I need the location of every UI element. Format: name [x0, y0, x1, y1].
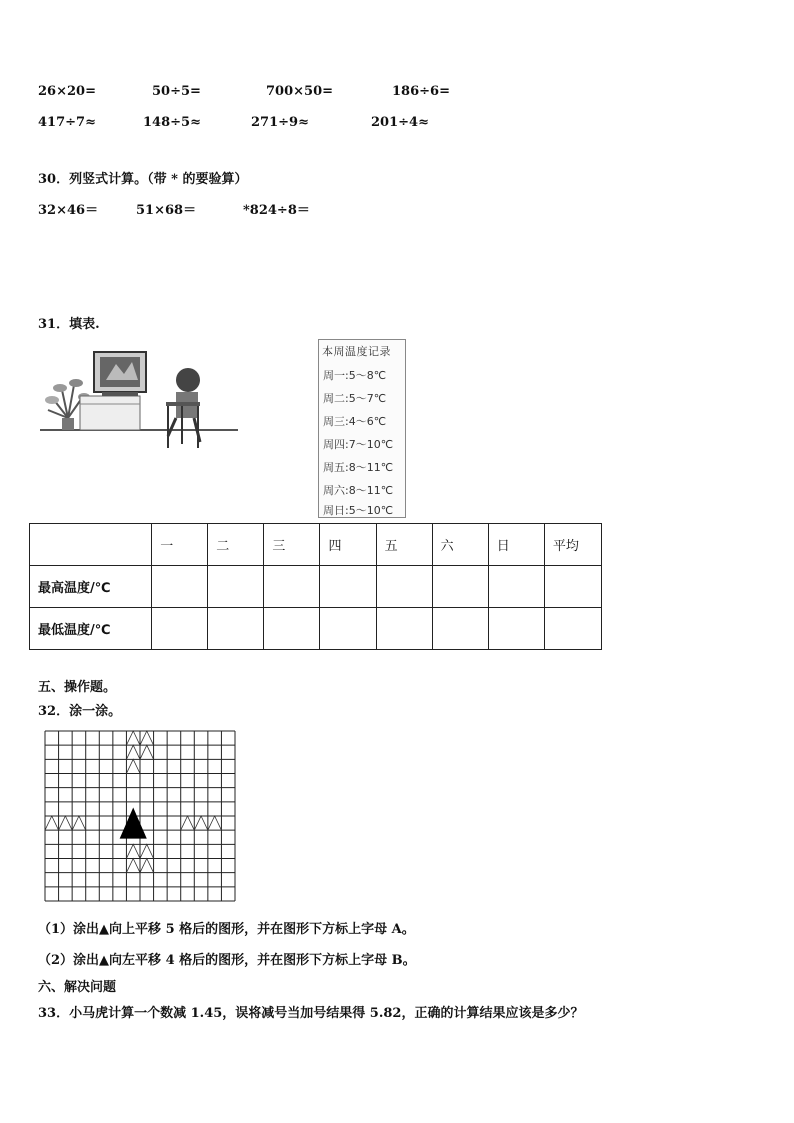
chevron-mark — [140, 844, 154, 858]
header-cell: 平均 — [544, 524, 601, 566]
calc-2-4: 201÷4≈ — [371, 115, 429, 130]
answer-cell[interactable] — [264, 608, 320, 650]
calc-1-2: 50÷5= — [152, 84, 201, 99]
header-cell: 五 — [376, 524, 432, 566]
row-label: 最高温度/℃ — [30, 566, 152, 608]
record-row: 周六:8～11℃ — [323, 484, 394, 497]
calc-1-4: 186÷6= — [392, 84, 450, 99]
tv-icon — [94, 352, 146, 396]
header-cell: 一 — [152, 524, 208, 566]
temperature-record-card — [318, 339, 406, 518]
q32-title: 32．涂一涂。 — [38, 704, 122, 719]
record-row: 周日:5～10℃ — [323, 504, 394, 517]
chevron-mark — [194, 816, 208, 830]
chevron-mark — [126, 731, 140, 745]
chevron-mark — [140, 731, 154, 745]
table-header-row — [30, 524, 602, 566]
q31-title: 31．填表. — [38, 317, 100, 332]
record-row: 周五:8～11℃ — [323, 461, 394, 474]
temperature-table — [29, 523, 602, 650]
header-cell: 三 — [264, 524, 320, 566]
q33-text: 33．小马虎计算一个数减 1.45，误将减号当加号结果得 5.82，正确的计算结果应该是多少？ — [38, 1006, 584, 1021]
table-row — [30, 566, 602, 608]
answer-cell[interactable] — [264, 566, 320, 608]
q30-item-1: 32×46＝ — [38, 203, 99, 218]
section-6-heading: 六、解决问题 — [38, 980, 117, 995]
chevron-mark — [126, 859, 140, 873]
header-cell: 四 — [320, 524, 376, 566]
chevron-mark — [208, 816, 222, 830]
answer-cell[interactable] — [152, 566, 208, 608]
record-row: 周三:4～6℃ — [323, 415, 387, 428]
card-title: 本周温度记录 — [322, 345, 391, 358]
chevron-mark — [181, 816, 195, 830]
table-row — [30, 608, 602, 650]
answer-cell[interactable] — [544, 566, 601, 608]
answer-cell[interactable] — [544, 608, 601, 650]
answer-cell[interactable] — [488, 566, 544, 608]
black-triangle-icon — [120, 808, 147, 839]
chevron-mark — [140, 745, 154, 759]
row-label: 最低温度/℃ — [30, 608, 152, 650]
translation-grid[interactable] — [44, 730, 236, 902]
q30-title: 30．列竖式计算。（带 * 的要验算） — [38, 172, 248, 187]
q32-instruction-1: （1）涂出▲向上平移 5 格后的图形，并在图形下方标上字母 A。 — [38, 922, 415, 937]
calc-1-1: 26×20= — [38, 84, 96, 99]
header-cell: 日 — [488, 524, 544, 566]
answer-cell[interactable] — [320, 608, 376, 650]
student-watching-tv-illustration — [40, 340, 240, 460]
header-cell: 六 — [432, 524, 488, 566]
record-row: 周二:5～7℃ — [323, 392, 387, 405]
chevron-mark — [126, 759, 140, 773]
answer-cell[interactable] — [152, 608, 208, 650]
header-cell — [30, 524, 152, 566]
answer-cell[interactable] — [432, 566, 488, 608]
record-row: 周一:5～8℃ — [323, 369, 387, 382]
calc-2-1: 417÷7≈ — [38, 115, 96, 130]
calc-2-2: 148÷5≈ — [143, 115, 201, 130]
chevron-mark — [126, 745, 140, 759]
chevron-mark — [72, 816, 86, 830]
student-icon — [166, 368, 200, 448]
record-row: 周四:7～10℃ — [323, 438, 394, 451]
section-5-heading: 五、操作题。 — [38, 680, 117, 695]
answer-cell[interactable] — [320, 566, 376, 608]
chevron-mark — [59, 816, 73, 830]
header-cell: 二 — [208, 524, 264, 566]
chevron-mark — [126, 844, 140, 858]
answer-cell[interactable] — [208, 608, 264, 650]
answer-cell[interactable] — [376, 566, 432, 608]
chevron-mark — [140, 859, 154, 873]
chevron-mark — [45, 816, 59, 830]
q30-item-3: *824÷8＝ — [243, 203, 310, 218]
answer-cell[interactable] — [208, 566, 264, 608]
answer-cell[interactable] — [432, 608, 488, 650]
q32-instruction-2: （2）涂出▲向左平移 4 格后的图形，并在图形下方标上字母 B。 — [38, 953, 416, 968]
answer-cell[interactable] — [376, 608, 432, 650]
calc-1-3: 700×50= — [266, 84, 334, 99]
answer-cell[interactable] — [488, 608, 544, 650]
calc-2-3: 271÷9≈ — [251, 115, 309, 130]
q30-item-2: 51×68＝ — [136, 203, 197, 218]
